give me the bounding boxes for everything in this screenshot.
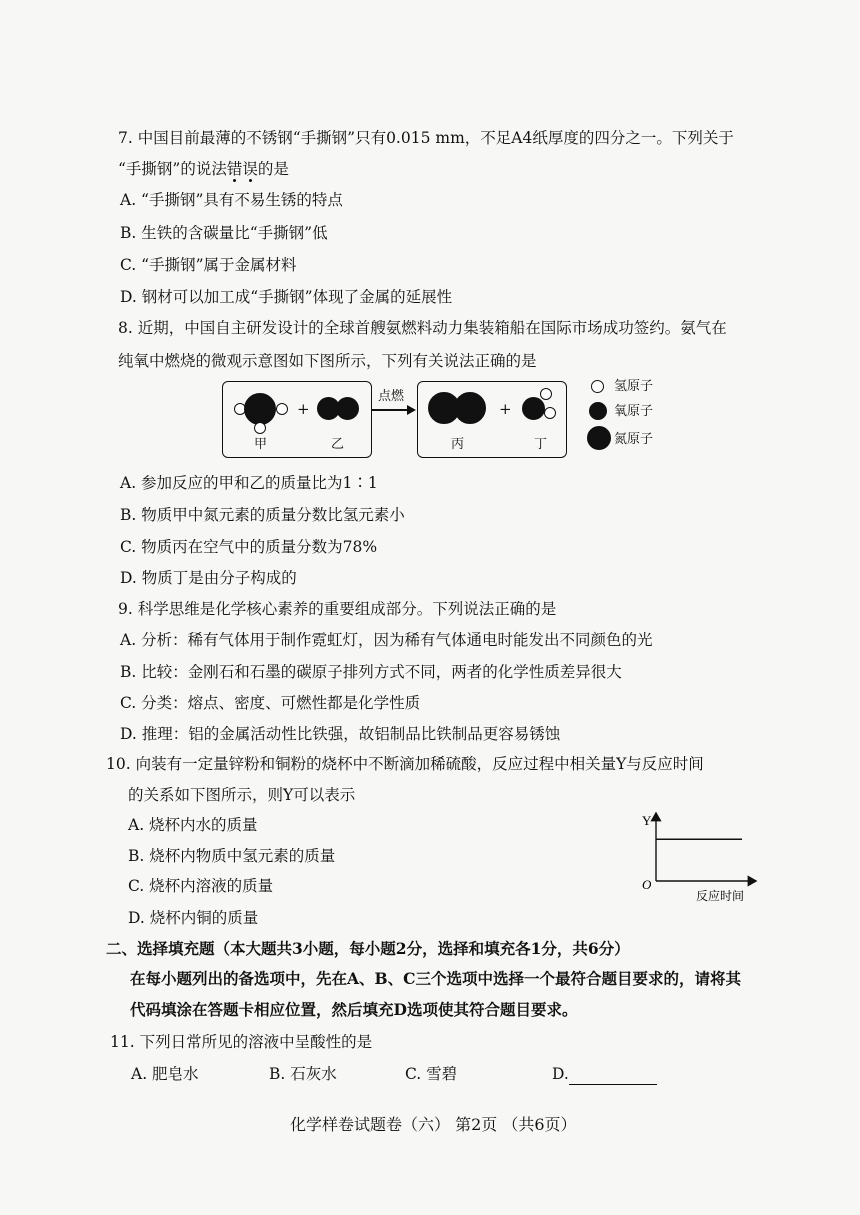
q10-option-a: A. 烧杯内水的质量 (128, 816, 258, 834)
reaction-condition: 点燃 (378, 389, 405, 404)
q7-stem-line2 (118, 158, 289, 180)
hydrogen-atom (544, 407, 556, 419)
y-axis-label: Y (642, 813, 652, 828)
q7-emphasis-1: 错 (227, 160, 243, 178)
q11-option-d-label: D. (552, 1065, 569, 1083)
q11-option-d (552, 1063, 657, 1085)
label-jia: 甲 (254, 437, 268, 452)
oxygen-atom (336, 397, 359, 420)
q9-option-d: D. 推理：铝的金属活动性比铁强，故铝制品比铁制品更容易锈蚀 (120, 725, 561, 743)
q7-option-d: D. 钢材可以加工成“手撕钢”体现了金属的延展性 (120, 288, 453, 306)
q8-stem-line2: 纯氧中燃烧的微观示意图如下图所示，下列有关说法正确的是 (118, 352, 537, 370)
oxygen-atom (522, 397, 545, 420)
q9-option-a: A. 分析：稀有气体用于制作霓虹灯，因为稀有气体通电时能发出不同颜色的光 (120, 631, 653, 649)
q7-stem-post: 的是 (257, 160, 289, 178)
legend-hydrogen: 氢原子 (614, 379, 654, 394)
q7-stem-line1: 7. 中国目前最薄的不锈钢“手撕钢”只有0.015 mm，不足A4纸厚度的四分之一。下列关于 (118, 129, 734, 147)
q11-stem: 11. 下列日常所见的溶液中呈酸性的是 (110, 1033, 373, 1051)
legend-nitrogen-icon (587, 426, 611, 450)
x-axis-label: 反应时间 (696, 889, 745, 903)
q10-stem-line1: 10. 向装有一定量锌粉和铜粉的烧杯中不断滴加稀硫酸，反应过程中相关量Y与反应时间 (106, 755, 704, 773)
section2-title: 二、选择填充题（本大题共3小题，每小题2分，选择和填充各1分，共6分） (106, 939, 630, 958)
q8-stem-line1: 8. 近期，中国自主研发设计的全球首艘氨燃料动力集装箱船在国际市场成功签约。氨气在 (118, 319, 727, 337)
q11-option-c: C. 雪碧 (405, 1065, 458, 1083)
q7-option-b: B. 生铁的含碳量比“手撕钢”低 (120, 224, 328, 242)
q10-graph (630, 805, 760, 905)
q10-option-b: B. 烧杯内物质中氢元素的质量 (128, 847, 336, 865)
legend-oxygen: 氧原子 (614, 404, 654, 419)
q7-stem-pre: “手撕钢”的说法 (118, 160, 227, 178)
hydrogen-atom (276, 403, 288, 415)
hydrogen-atom (254, 422, 266, 434)
q10-stem-line2: 的关系如下图所示，则Y可以表示 (128, 786, 356, 804)
q8-option-c: C. 物质丙在空气中的质量分数为78% (120, 538, 378, 556)
origin-label: O (642, 877, 652, 892)
page-footer: 化学样卷试题卷（六） 第2页 （共6页） (290, 1115, 577, 1134)
section2-desc-line1: 在每小题列出的备选项中，先在A、B、C三个选项中选择一个最符合题目要求的，请将其 (130, 969, 741, 988)
reaction-arrow (371, 409, 408, 411)
q10-option-c: C. 烧杯内溶液的质量 (128, 877, 274, 895)
q8-option-d: D. 物质丁是由分子构成的 (120, 569, 297, 587)
legend-oxygen-icon (589, 402, 607, 420)
q11-option-a: A. 肥皂水 (131, 1065, 199, 1083)
arrow-head-icon (407, 405, 416, 415)
hydrogen-atom (540, 388, 552, 400)
q7-option-a: A. “手撕钢”具有不易生锈的特点 (120, 191, 343, 209)
label-bing: 丙 (451, 437, 465, 452)
q9-stem: 9. 科学思维是化学核心素养的重要组成部分。下列说法正确的是 (118, 600, 557, 618)
nitrogen-atom (244, 393, 276, 425)
q8-option-b: B. 物质甲中氮元素的质量分数比氢元素小 (120, 506, 405, 524)
q11-option-b: B. 石灰水 (269, 1065, 337, 1083)
label-ding: 丁 (534, 437, 548, 452)
plus-sign: + (499, 400, 512, 418)
plus-sign: + (297, 400, 310, 418)
q8-option-a: A. 参加反应的甲和乙的质量比为1∶1 (120, 474, 378, 492)
legend-nitrogen: 氮原子 (614, 432, 654, 447)
answer-blank (569, 1068, 657, 1085)
q7-emphasis-2: 误 (242, 160, 258, 178)
q7-option-c: C. “手撕钢”属于金属材料 (120, 256, 297, 274)
q9-option-b: B. 比较：金刚石和石墨的碳原子排列方式不同，两者的化学性质差异很大 (120, 663, 622, 681)
q9-option-c: C. 分类：熔点、密度、可燃性都是化学性质 (120, 694, 421, 712)
legend-hydrogen-icon (591, 380, 604, 393)
label-yi: 乙 (331, 437, 345, 452)
q10-option-d: D. 烧杯内铜的质量 (128, 909, 259, 927)
nitrogen-atom (454, 392, 486, 424)
section2-desc-line2: 代码填涂在答题卡相应位置，然后填充D选项使其符合题目要求。 (130, 1000, 578, 1019)
